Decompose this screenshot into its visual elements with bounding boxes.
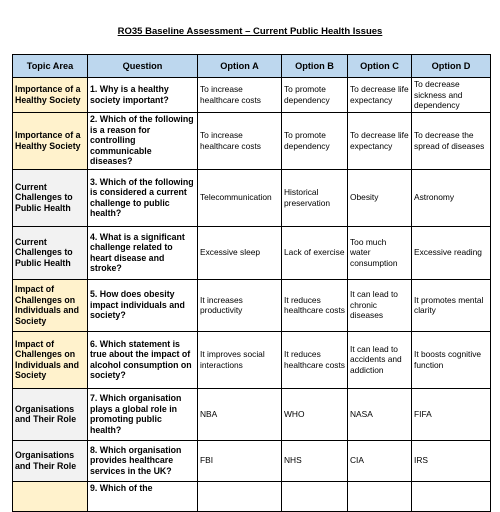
question-cell: 9. Which of the [88, 481, 198, 511]
option-b-cell [282, 481, 348, 511]
topic-cell: Current Challenges to Public Health [13, 226, 88, 279]
table-row [13, 481, 491, 511]
header-row [13, 55, 491, 78]
option-b-cell: To promote dependency [282, 112, 348, 169]
option-c-cell: It can lead to accidents and addiction [348, 331, 412, 388]
option-d-cell: FIFA [412, 388, 491, 440]
option-a-cell: To increase healthcare costs [198, 78, 282, 113]
option-a-cell [198, 481, 282, 511]
question-cell: 4. What is a significant challenge related to heart disease and stroke? [88, 226, 198, 279]
header-option-d: Option D [412, 55, 491, 78]
question-cell: 1. Why is a healthy society important? [88, 78, 198, 113]
document-title: RO35 Baseline Assessment – Current Public Health Issues [117, 26, 383, 37]
option-d-cell: IRS [412, 440, 491, 481]
table-row [13, 78, 491, 113]
question-cell: 5. How does obesity impact individuals and society? [88, 279, 198, 331]
question-cell: 6. Which statement is true about the impact of alcohol consumption on society? [88, 331, 198, 388]
assessment-table-wrapper [12, 54, 491, 512]
option-c-cell: Obesity [348, 169, 412, 226]
topic-cell: Impact of Challenges on Individuals and Society [13, 279, 88, 331]
table-row [13, 112, 491, 169]
option-d-cell: Excessive reading [412, 226, 491, 279]
header-topic-area: Topic Area [13, 55, 88, 78]
option-d-cell: It promotes mental clarity [412, 279, 491, 331]
topic-cell: Organisations and Their Role [13, 440, 88, 481]
option-b-cell: It reduces healthcare costs [282, 279, 348, 331]
option-b-cell: Historical preservation [282, 169, 348, 226]
option-a-cell: FBI [198, 440, 282, 481]
option-a-cell: Excessive sleep [198, 226, 282, 279]
option-b-cell: It reduces healthcare costs [282, 331, 348, 388]
header-option-c: Option C [348, 55, 412, 78]
option-d-cell: To decrease the spread of diseases [412, 112, 491, 169]
header-option-b: Option B [282, 55, 348, 78]
table-row [13, 331, 491, 388]
option-a-cell: Telecommunication [198, 169, 282, 226]
option-c-cell: CIA [348, 440, 412, 481]
question-cell: 2. Which of the following is a reason for controlling communicable diseases? [88, 112, 198, 169]
table-row [13, 440, 491, 481]
option-a-cell: It improves social interactions [198, 331, 282, 388]
table-row [13, 226, 491, 279]
option-d-cell [412, 481, 491, 511]
table-row [13, 169, 491, 226]
option-d-cell: Astronomy [412, 169, 491, 226]
topic-cell: Impact of Challenges on Individuals and Society [13, 331, 88, 388]
table-row [13, 388, 491, 440]
option-c-cell [348, 481, 412, 511]
option-a-cell: It increases productivity [198, 279, 282, 331]
table-row [13, 279, 491, 331]
option-c-cell: NASA [348, 388, 412, 440]
option-a-cell: To increase healthcare costs [198, 112, 282, 169]
option-c-cell: To decrease life expectancy [348, 112, 412, 169]
header-option-a: Option A [198, 55, 282, 78]
question-cell: 8. Which organisation provides healthcare services in the UK? [88, 440, 198, 481]
option-c-cell: It can lead to chronic diseases [348, 279, 412, 331]
question-cell: 3. Which of the following is considered a current challenge to public health? [88, 169, 198, 226]
assessment-table [12, 54, 491, 512]
option-b-cell: WHO [282, 388, 348, 440]
header-question: Question [88, 55, 198, 78]
topic-cell: Importance of a Healthy Society [13, 112, 88, 169]
topic-cell: Organisations and Their Role [13, 388, 88, 440]
option-b-cell: To promote dependency [282, 78, 348, 113]
option-a-cell: NBA [198, 388, 282, 440]
option-d-cell: To decrease sickness and dependency [412, 78, 491, 113]
option-c-cell: Too much water consumption [348, 226, 412, 279]
topic-cell: Importance of a Healthy Society [13, 78, 88, 113]
topic-cell: Current Challenges to Public Health [13, 169, 88, 226]
question-cell: 7. Which organisation plays a global role in promoting public health? [88, 388, 198, 440]
option-b-cell: Lack of exercise [282, 226, 348, 279]
topic-cell [13, 481, 88, 511]
option-b-cell: NHS [282, 440, 348, 481]
option-c-cell: To decrease life expectancy [348, 78, 412, 113]
option-d-cell: It boosts cognitive function [412, 331, 491, 388]
